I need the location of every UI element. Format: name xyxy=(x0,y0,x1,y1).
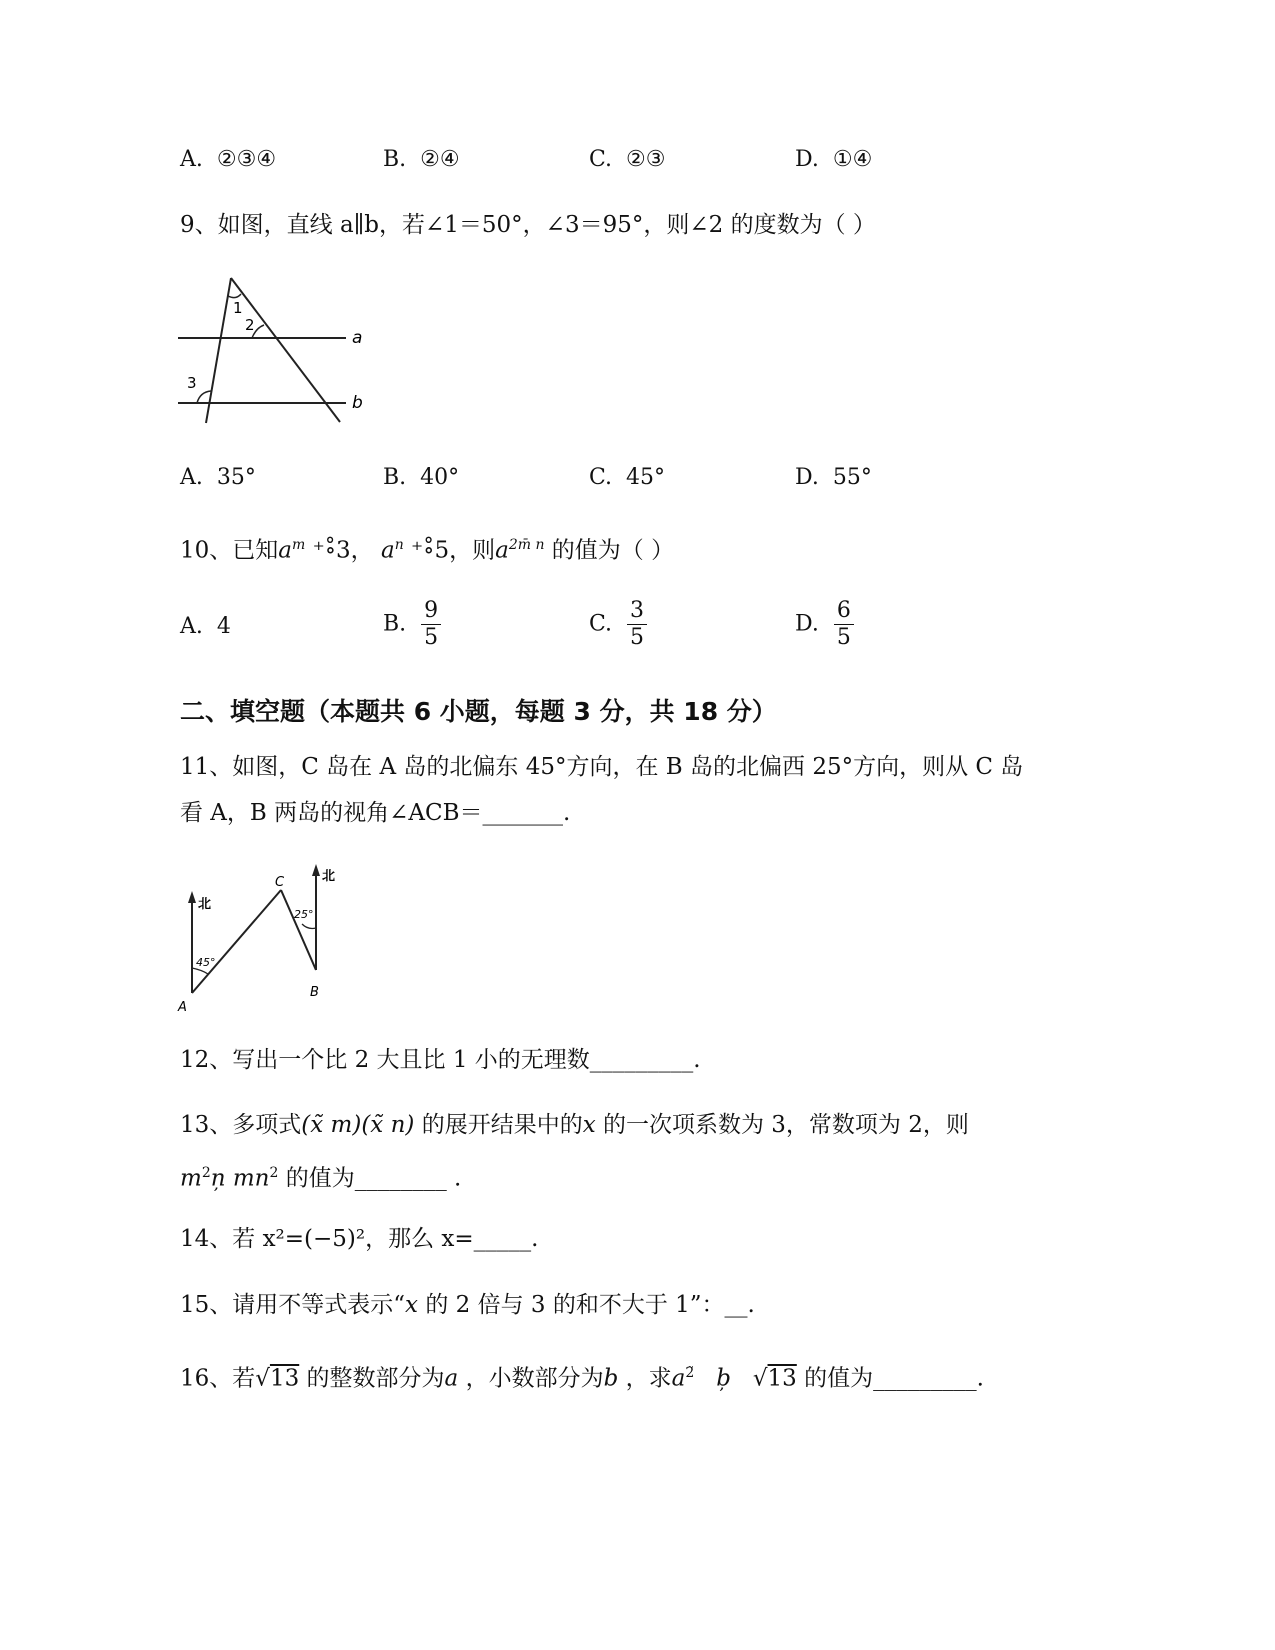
angle-45-label: 45° xyxy=(196,956,216,969)
fraction: $\frac{3}{5}$ xyxy=(627,598,647,651)
q11-line-2: 看 A，B 两岛的视角∠ACB＝_______. xyxy=(180,800,571,826)
transversal-left xyxy=(206,278,231,423)
sqrt-symbol: √ xyxy=(752,1365,768,1392)
q10-option-d: D. $\frac{6}{5}$ xyxy=(795,598,854,651)
section-heading: 二、填空题（本题共 6 小题，每题 3 分，共 18 分） xyxy=(180,697,777,726)
north-arrow-icon xyxy=(188,891,196,903)
q10-option-b: B. $\frac{9}{5}$ xyxy=(383,598,441,651)
line-b-label: b xyxy=(352,393,363,413)
q8-option-d: D. ①④ xyxy=(795,147,873,172)
q13-line-2: $m^2n̦$ $mn^2$ 的值为________ . xyxy=(180,1165,462,1192)
q13-line-1: 13、多项式(x̃ m)(x̃ n) 的展开结果中的x 的一次项系数为 3，常数项为 2，则 xyxy=(180,1112,969,1138)
point-a-label: A xyxy=(178,1000,187,1015)
q15-text: 15、请用不等式表示“x 的 2 倍与 3 的和不大于 1”：__. xyxy=(180,1292,755,1318)
q11-bearing-figure xyxy=(172,858,352,1018)
angle-3-label: 3 xyxy=(187,374,197,392)
point-c-label: C xyxy=(275,875,285,890)
q8-option-c: C. ②③ xyxy=(589,147,666,172)
q8-option-a: A. ②③④ xyxy=(180,147,277,172)
point-b-label: B xyxy=(310,985,319,1000)
fraction: $\frac{9}{5}$ xyxy=(421,598,441,651)
q9-option-b: B. 40° xyxy=(383,465,460,490)
line-a-label: a xyxy=(352,328,363,348)
q9-option-d: D. 55° xyxy=(795,465,872,490)
angle-1-label: 1 xyxy=(233,299,243,317)
q12-text: 12、写出一个比 2 大且比 1 小的无理数_________. xyxy=(180,1047,701,1073)
q11-line-1: 11、如图，C 岛在 A 岛的北偏东 45°方向，在 B 岛的北偏西 25°方向，则从 C 岛 xyxy=(180,754,1024,780)
q10-stem: 10、已知$a^m$ ⁺∘̊3， $a^n$ ⁺∘̊5，则$a^{2m̄ n}$ 的值为（ ） xyxy=(180,537,675,564)
q8-option-b: B. ②④ xyxy=(383,147,460,172)
north-arrow-icon xyxy=(312,864,320,876)
fraction: $\frac{6}{5}$ xyxy=(834,598,854,651)
q14-text: 14、若 x²=(−5)²，那么 x=_____. xyxy=(180,1226,539,1252)
north-label-right: 北 xyxy=(322,869,336,884)
q16-text: 16、若√13 的整数部分为a ，小数部分为b ，求$a^{2̃}$ b̦ √13 的值为_________. xyxy=(180,1365,984,1392)
north-label-left: 北 xyxy=(198,897,212,912)
q9-option-c: C. 45° xyxy=(589,465,666,490)
angle-2-label: 2 xyxy=(245,316,255,334)
q9-option-a: A. 35° xyxy=(180,465,256,490)
q9-parallel-lines-figure xyxy=(170,268,380,433)
q10-option-a: A. 4 xyxy=(180,614,231,639)
sqrt-symbol: √ xyxy=(255,1365,270,1392)
segment-cb xyxy=(281,890,316,970)
angle-25-label: 25° xyxy=(294,908,314,921)
angle-1-arc xyxy=(228,294,241,298)
angle-25-arc xyxy=(302,924,316,929)
q9-stem: 9、如图，直线 a∥b，若∠1＝50°，∠3＝95°，则∠2 的度数为（ ） xyxy=(180,212,876,238)
q10-option-c: C. $\frac{3}{5}$ xyxy=(589,598,647,651)
transversal-right xyxy=(231,278,340,422)
